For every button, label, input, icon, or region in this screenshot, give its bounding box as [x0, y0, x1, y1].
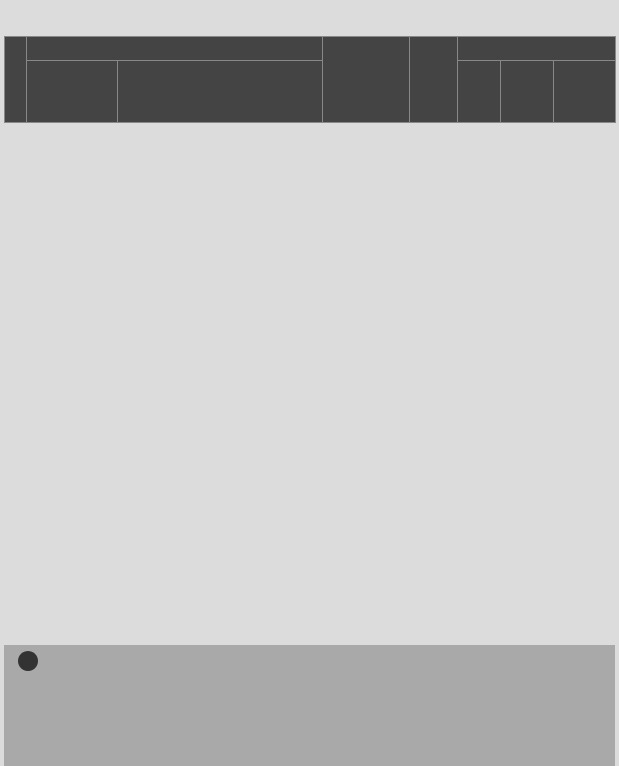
header-sugar-per-100ml	[501, 61, 554, 123]
header-sample-no	[5, 37, 27, 123]
header-price	[410, 37, 458, 123]
header-drink-desc	[323, 37, 410, 123]
header-shop-info	[27, 37, 323, 61]
note-icon	[18, 651, 38, 671]
header-volume	[458, 61, 501, 123]
sugar-results-table	[4, 36, 616, 123]
header-address	[118, 61, 323, 123]
header-name	[27, 61, 118, 123]
header-sugar-per-serving	[554, 61, 616, 123]
notes-panel	[4, 645, 615, 766]
header-test-results	[458, 37, 616, 61]
